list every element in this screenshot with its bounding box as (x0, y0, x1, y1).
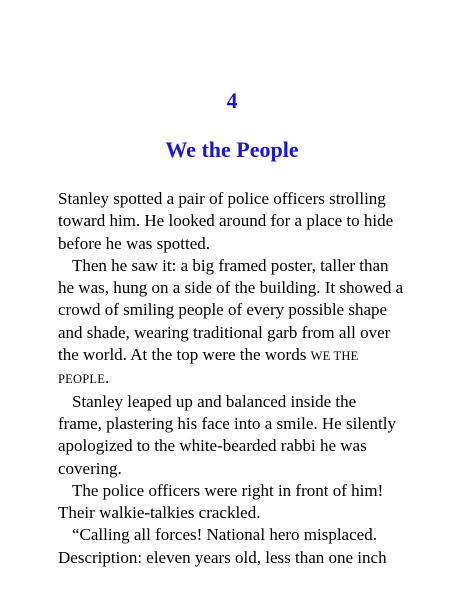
text-line: Stanley spotted a pair of police officers strolling (58, 189, 386, 208)
text-line: Description: eleven years old, less than one inch (58, 547, 387, 567)
text-line: he was, hung on a side of the building. It showed a (58, 278, 404, 298)
text-line: Stanley leaped up and balanced inside the (72, 391, 357, 411)
chapter-body-text (58, 188, 428, 569)
text-line: toward him. He looked around for a place to hide (58, 211, 394, 231)
text-line: apologized to the white-bearded rabbi he was (58, 436, 367, 456)
text-line: covering. (58, 458, 122, 478)
small-caps-text: PEOPLE (58, 372, 106, 387)
text-line: the world. At the top were the words WE THE (58, 345, 359, 365)
text-line: Their walkie-talkies crackled. (58, 503, 261, 523)
text-line: frame, plastering his face into a smile. He silently (58, 413, 397, 433)
text-line: and shade, wearing traditional garb from all over (58, 322, 391, 342)
text-line: Then he saw it: a big framed poster, taller than (72, 255, 389, 275)
text-line: PEOPLE. (58, 368, 110, 388)
chapter-number: 4 (226, 88, 238, 113)
text-line: “Calling all forces! National hero misplaced. (72, 525, 377, 545)
text-line: crowd of smiling people of every possible shape (58, 300, 388, 320)
text-line: The police officers were right in front of him! (72, 480, 384, 500)
chapter-title: We the People (165, 137, 299, 162)
text-line: before he was spotted. (58, 233, 211, 253)
small-caps-text: WE THE (310, 349, 359, 364)
